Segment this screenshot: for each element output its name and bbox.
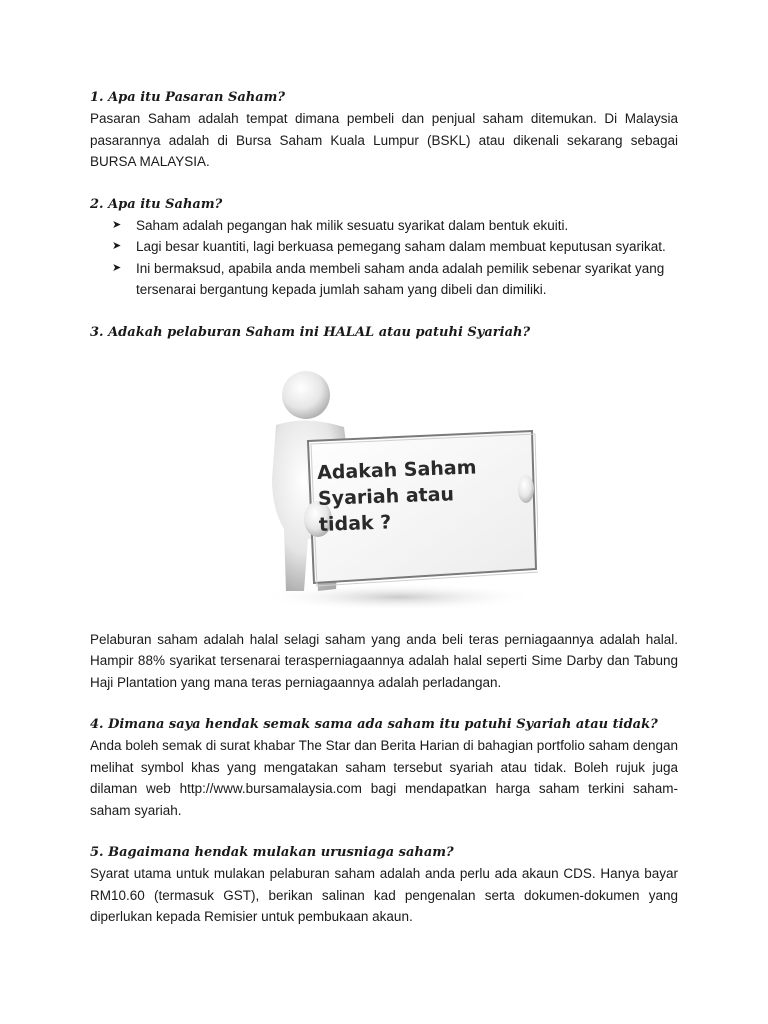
arrow-right-icon: ➤ xyxy=(112,240,122,252)
sign-text: Adakah Saham Syariah atau tidak ? xyxy=(316,455,477,536)
section-2-bullet-list xyxy=(90,215,678,301)
arrow-right-icon: ➤ xyxy=(112,218,122,231)
section-1-paragraph: Pasaran Saham adalah tempat dimana pembeli dan penjual saham ditemukan. Di Malaysia pasarannya adalah di Bursa Saham Kuala Lumpur (BSKL) atau dikenali sekarang sebagai BURSA MALAYSIA. xyxy=(90,111,678,169)
section-4-paragraph: Anda boleh semak di surat khabar The Star dan Berita Harian di bahagian portfolio saham dengan melihat symbol khas yang mengatakan saham tersebut syariah atau tidak. Boleh rujuk juga dilaman web http://www.bursamalaysia.com bagi mendapatkan harga saham terkini saham-saham syariah. xyxy=(90,738,678,818)
section-5-heading: 5. Bagaimana hendak mulakan urusniaga saham? xyxy=(90,845,454,860)
list-item-text: Ini bermaksud, apabila anda membeli saham anda adalah pemilik sebenar syarikat yang tersenarai bergantung kepada jumlah saham yang dibeli dan dimiliki. xyxy=(136,260,665,297)
section-2-heading: 2. Apa itu Saham? xyxy=(90,196,223,212)
section-3-paragraph: Pelaburan saham adalah halal selagi saham yang anda beli teras perniagaannya adalah halal. Hampir 88% syarikat tersenarai terasperniagaannya adalah halal seperti Sime Darby dan Tabung Haji Plantation yang mana teras perniagaannya adalah perladangan. xyxy=(90,631,678,690)
arrow-right-icon: ➤ xyxy=(112,261,122,274)
list-item xyxy=(90,258,678,301)
list-item-text: Lagi besar kuantiti, lagi berkuasa pemegang saham dalam membuat keputusan syarikat. xyxy=(136,239,666,254)
figure-person-holding-sign xyxy=(248,369,538,609)
list-item xyxy=(90,236,678,258)
list-item-text: Saham adalah pegangan hak milik sesuatu syarikat dalam bentuk ekuiti. xyxy=(136,217,569,233)
section-1-heading: 1. Apa itu Pasaran Saham? xyxy=(90,90,286,105)
section-5-paragraph: Syarat utama untuk mulakan pelaburan saham adalah anda perlu ada akaun CDS. Hanya bayar RM10.60 (termasuk GST), berikan salinan kad pengenalan serta dokumen-dokumen yang diperlukan kepada Remisier untuk pembukaan akaun. xyxy=(90,866,678,924)
list-item xyxy=(90,215,678,237)
document-page xyxy=(90,88,678,928)
section-3-heading: 3. Adakah pelaburan Saham ini HALAL atau patuhi Syariah? xyxy=(90,324,531,340)
section-4-heading: 4. Dimana saya hendak semak sama ada saham itu patuhi Syariah atau tidak? xyxy=(90,717,658,732)
